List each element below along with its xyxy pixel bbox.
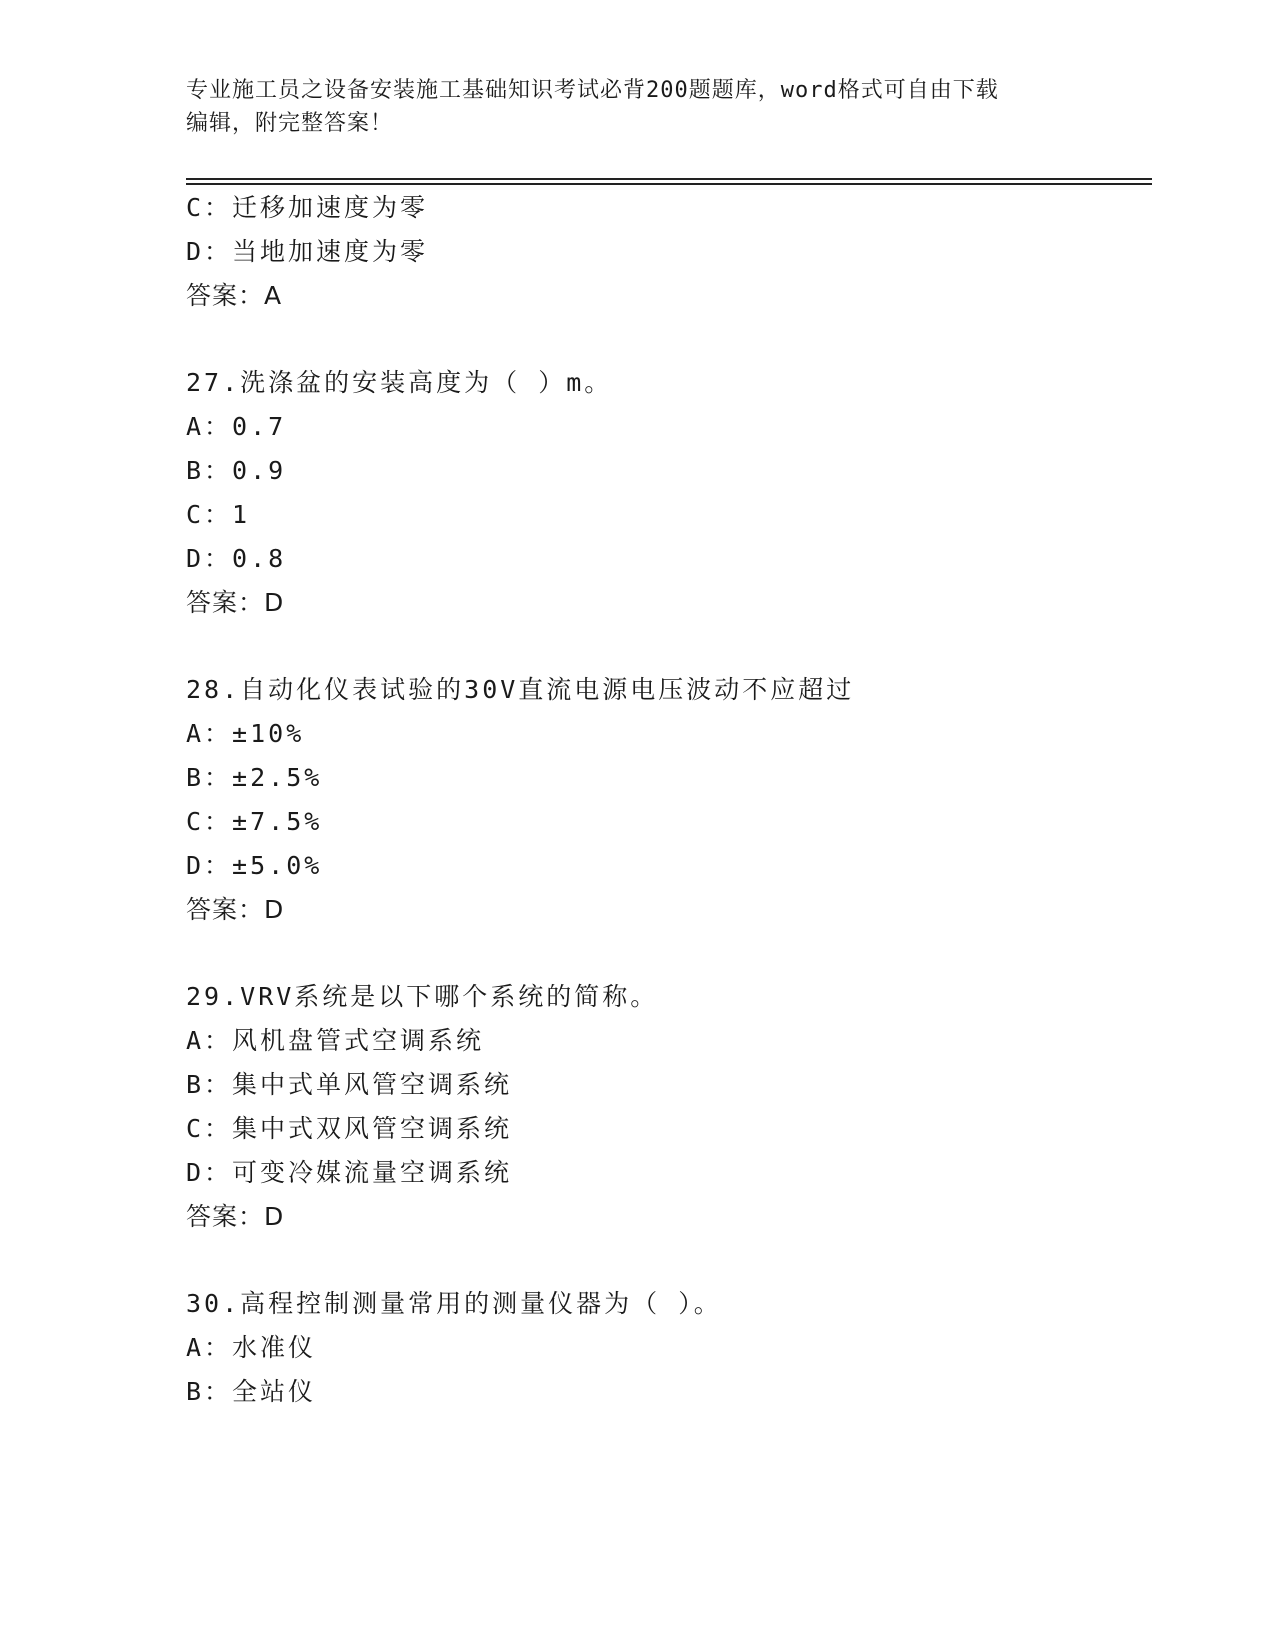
header-divider-top: [186, 178, 1152, 180]
q30-question: 30.高程控制测量常用的测量仪器为（ ）。: [186, 1289, 722, 1318]
q27-answer: 答案：D: [186, 588, 285, 617]
header-title-line-2: 编辑，附完整答案！: [186, 111, 394, 136]
q26-answer: 答案：A: [186, 281, 283, 310]
q26-option-d: D：当地加速度为零: [186, 237, 429, 266]
header-divider-bottom: [186, 183, 1152, 185]
q29-option-b: B：集中式单风管空调系统: [186, 1070, 513, 1099]
q26-option-c: C：迁移加速度为零: [186, 193, 429, 222]
q30-option-b: B：全站仪: [186, 1377, 317, 1406]
q29-option-d: D：可变冷媒流量空调系统: [186, 1158, 513, 1187]
q29-answer: 答案：D: [186, 1202, 285, 1231]
q28-option-c: C：±7.5%: [186, 807, 323, 836]
header-title-line-1: 专业施工员之设备安装施工基础知识考试必背200题题库，word格式可自由下载: [186, 78, 999, 103]
q29-option-a: A：风机盘管式空调系统: [186, 1026, 485, 1055]
q27-option-b: B：0.9: [186, 456, 287, 485]
q29-option-c: C：集中式双风管空调系统: [186, 1114, 513, 1143]
q28-answer: 答案：D: [186, 895, 285, 924]
q28-option-a: A：±10%: [186, 719, 305, 748]
document-header: [186, 74, 1086, 140]
q30-option-a: A：水准仪: [186, 1333, 317, 1362]
q29-question: 29.VRV系统是以下哪个系统的简称。: [186, 982, 659, 1011]
q27-question: 27.洗涤盆的安装高度为（ ）m。: [186, 368, 613, 397]
q28-question: 28.自动化仪表试验的30V直流电源电压波动不应超过: [186, 675, 855, 704]
q27-option-d: D：0.8: [186, 544, 287, 573]
q27-option-c: C：1: [186, 500, 251, 529]
q28-option-b: B：±2.5%: [186, 763, 323, 792]
q28-option-d: D：±5.0%: [186, 851, 323, 880]
q27-option-a: A：0.7: [186, 412, 287, 441]
